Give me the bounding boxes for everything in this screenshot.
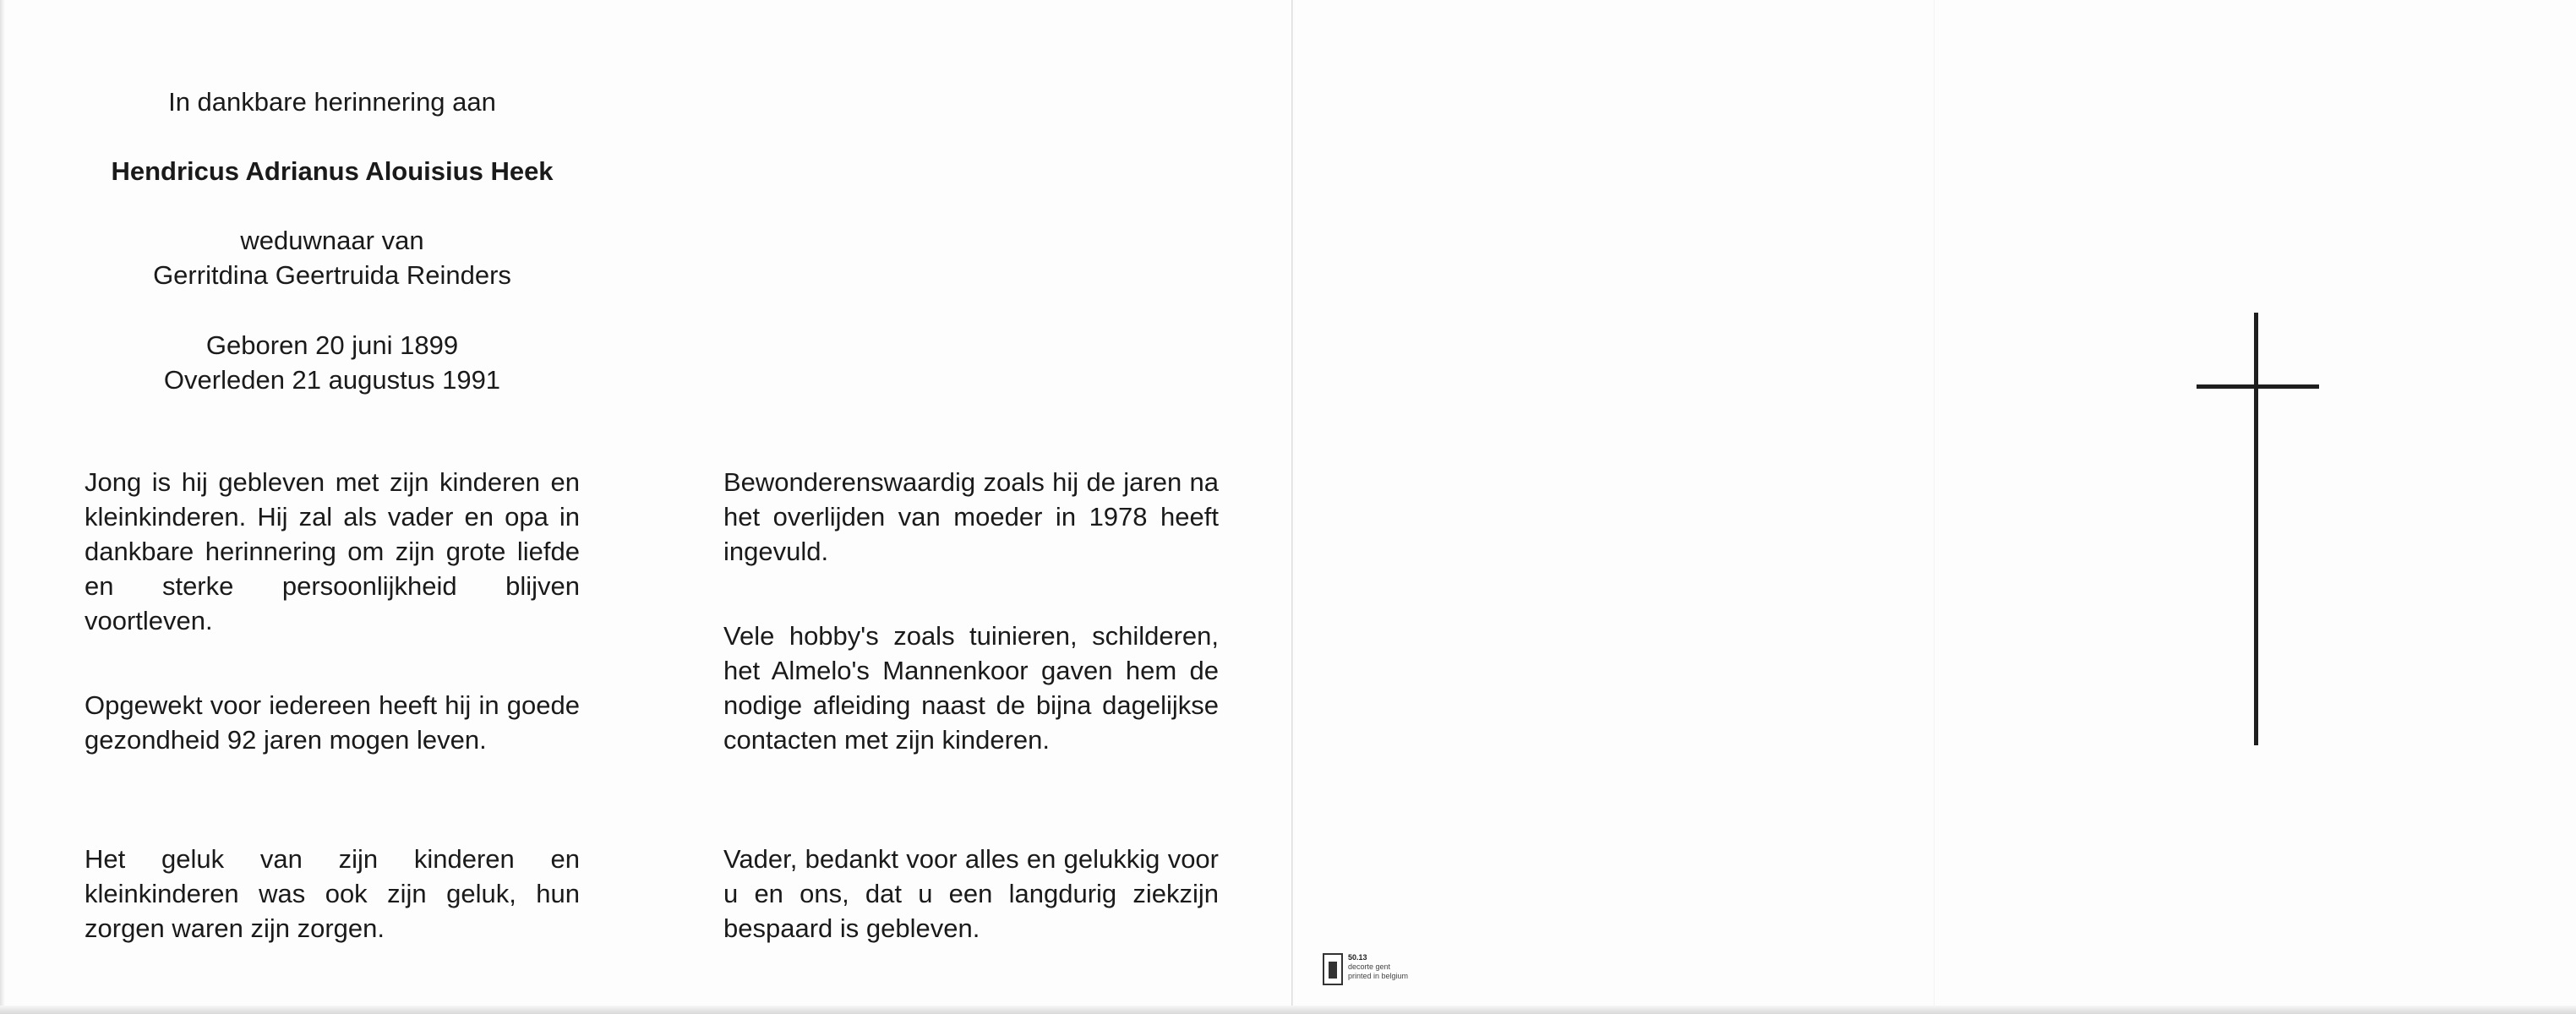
widower-label: weduwnaar van [240, 226, 424, 255]
card-bottom-edge [0, 1006, 2576, 1014]
intro-text: In dankbare herinnering aan [168, 87, 496, 117]
widower-block [51, 223, 614, 292]
printed-in: printed in belgium [1348, 972, 1409, 980]
print-code: 50.13 [1348, 953, 1367, 962]
printer-logo-icon [1323, 953, 1343, 985]
cross-vertical-bar [2254, 313, 2258, 745]
print-mark-text [1348, 953, 1408, 981]
cross-horizontal-bar [2197, 384, 2319, 389]
printer-name: decorte gent [1348, 962, 1391, 971]
paragraph-middle-2: Vele hobby's zoals tuinieren, schilderen, het Almelo's Mannenkoor gaven hem de nodige afleiding naast de bijna dagelijkse contacten met zijn kinderen. [723, 621, 1219, 755]
paragraph-left-3: Het geluk van zijn kinderen en kleinkinderen was ook zijn geluk, hun zorgen waren zijn zorgen. [85, 844, 580, 943]
death-date: Overleden 21 augustus 1991 [163, 365, 501, 395]
card-crease [1934, 0, 1935, 1014]
card-fold [1291, 0, 1293, 1014]
paragraph-left-1: Jong is hij gebleven met zijn kinderen en kleinkinderen. Hij zal als vader en opa in dankbare herinnering om zijn grote liefde en sterke persoonlijkheid blijven voortleven. [85, 467, 580, 635]
deceased-name: Hendricus Adrianus Alouisius Heek [111, 156, 554, 186]
spouse-name: Gerritdina Geertruida Reinders [153, 260, 511, 290]
birth-date: Geboren 20 juni 1899 [205, 330, 459, 360]
paragraph-left-2: Opgewekt voor iedereen heeft hij in goede gezondheid 92 jaren mogen leven. [85, 690, 580, 755]
paragraph-middle-1: Bewonderenswaardig zoals hij de jaren na het overlijden van moeder in 1978 heeft ingevuld. [723, 467, 1219, 566]
life-dates [51, 328, 614, 397]
paragraph-middle-3: Vader, bedankt voor alles en gelukkig voor u en ons, dat u een langdurig ziekzijn bespaard is gebleven. [723, 844, 1219, 943]
card-left-edge [0, 0, 5, 1014]
